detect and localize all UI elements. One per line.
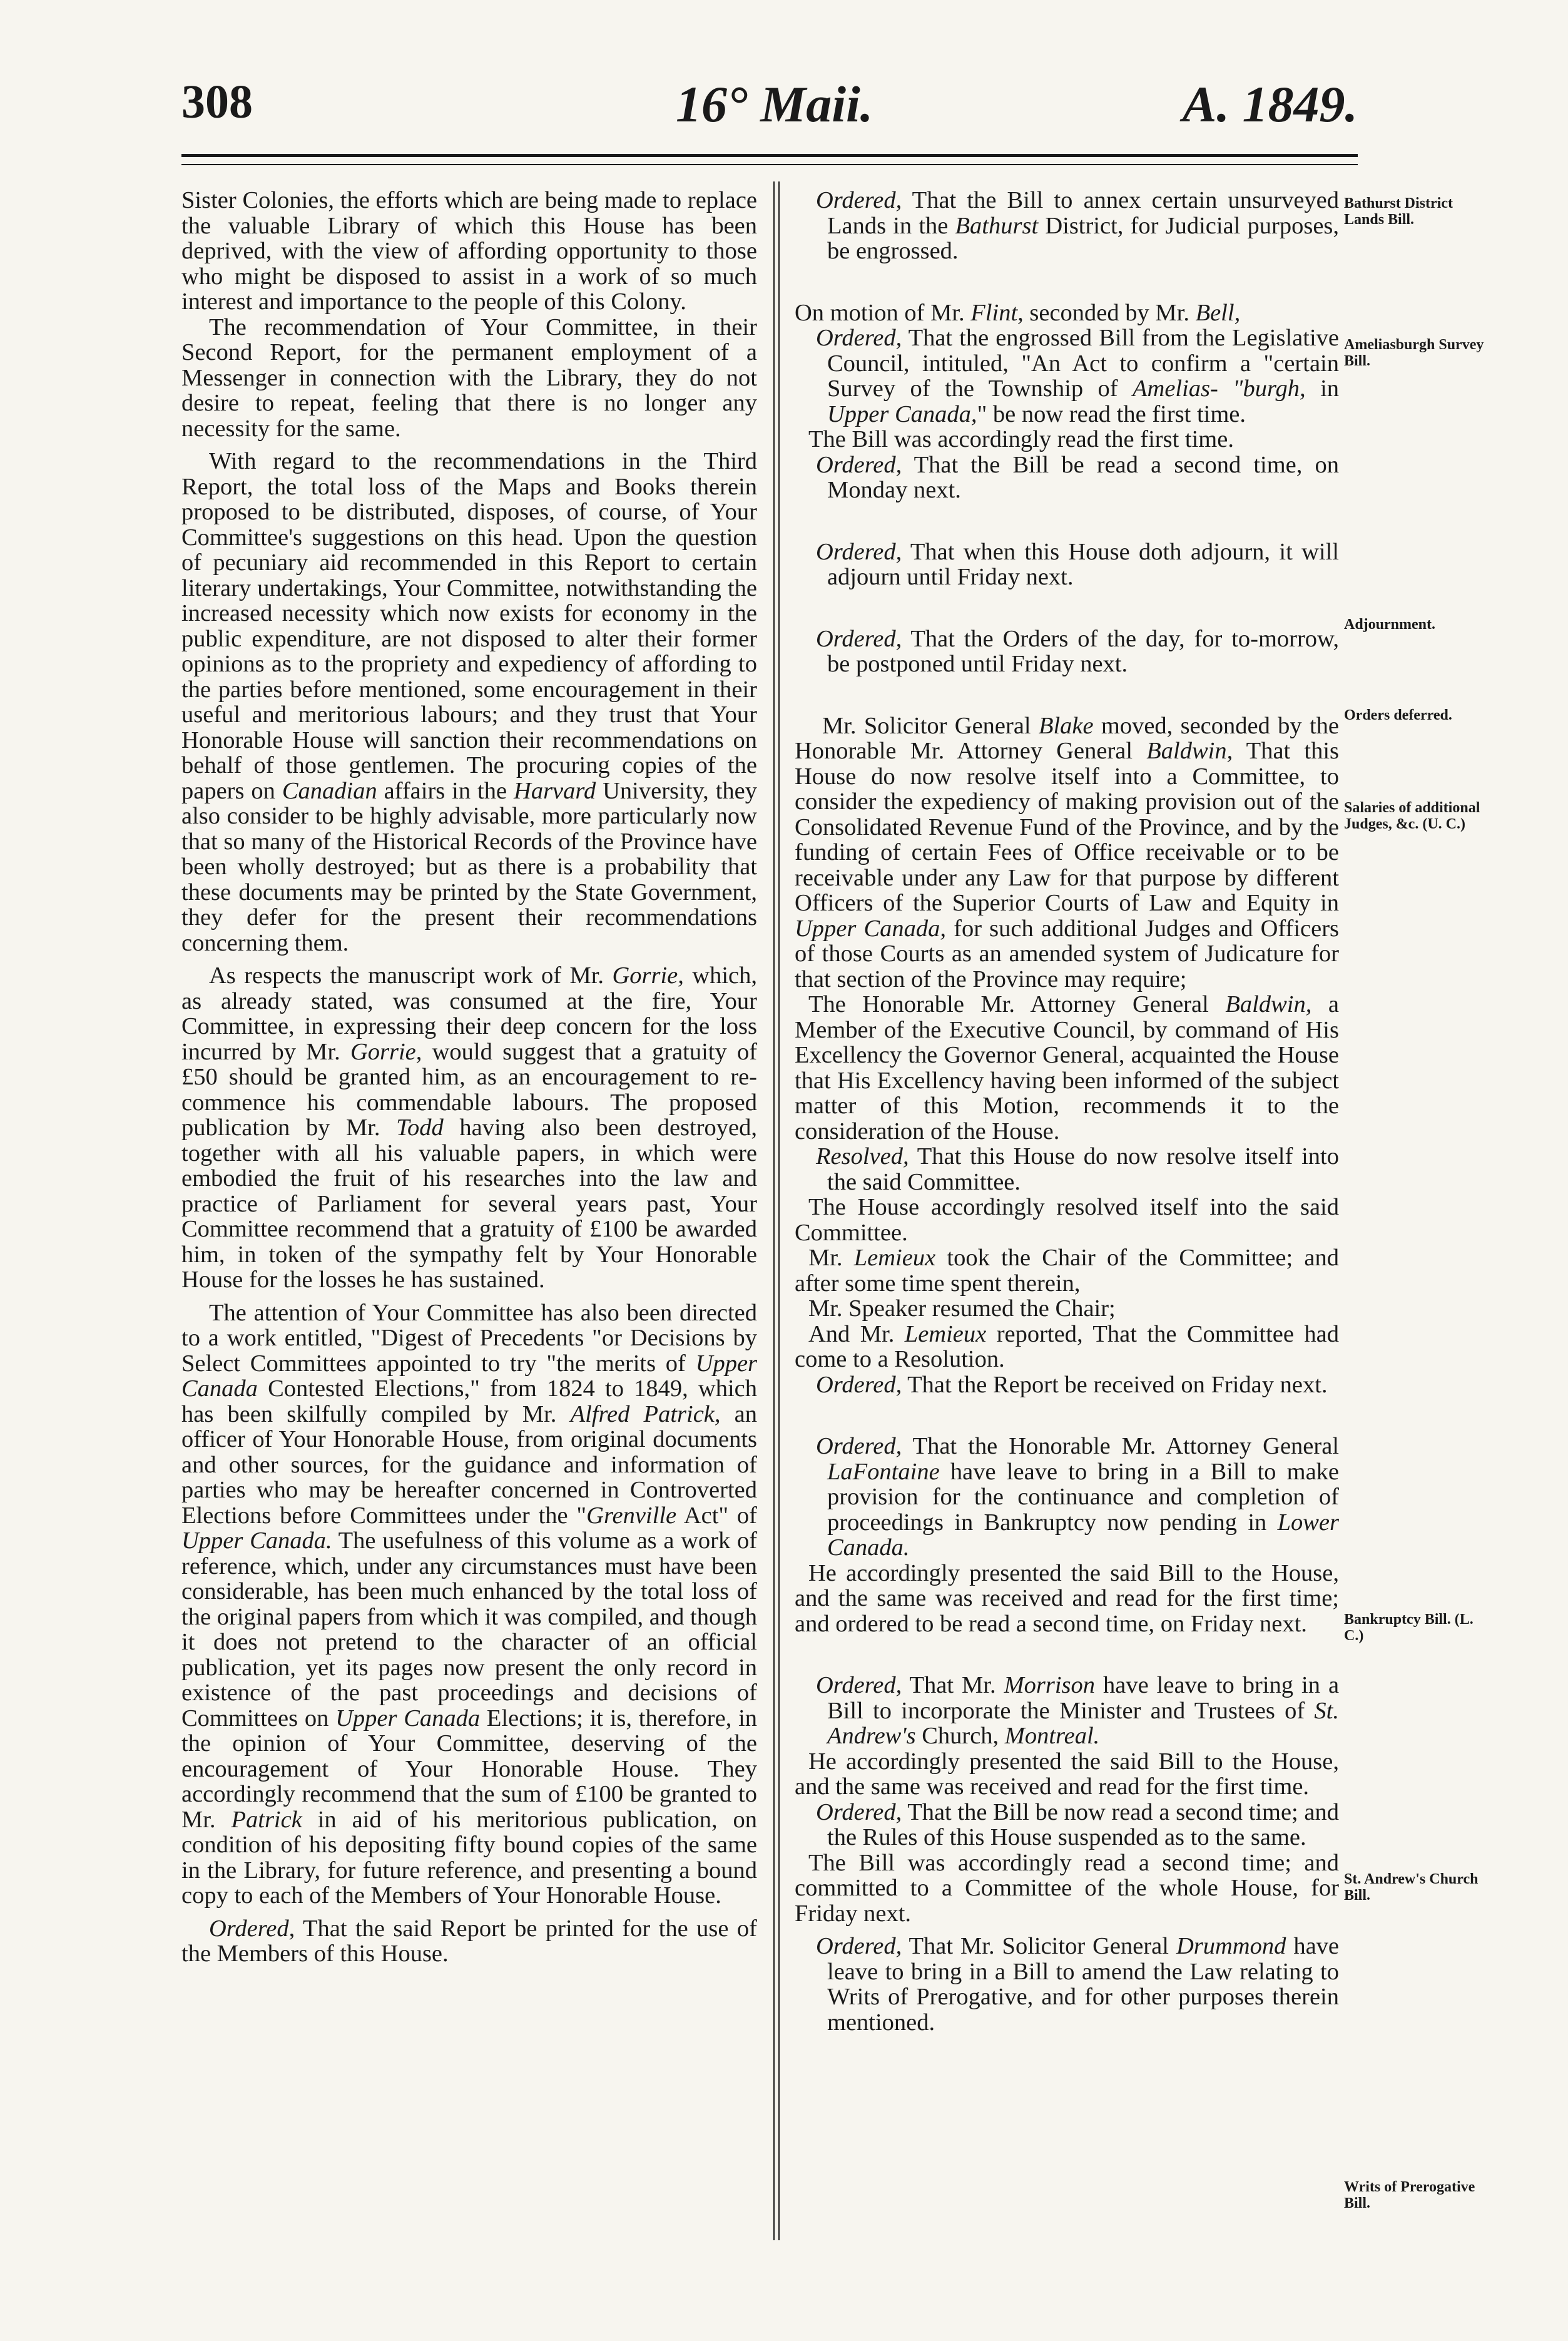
text-run: Church, — [922, 1723, 999, 1749]
proceeding-entry — [795, 188, 1339, 264]
text-run: And Mr. — [808, 1320, 895, 1347]
italic-run: Ordered, — [816, 187, 902, 213]
paragraph: Sister Colonies, the efforts which are being made to replace the valuable Library of which this House has been deprived, with the view of affording opportunity to those who might be disposed to assist in a work of so much interest and importance to the people of this Colony. — [181, 187, 757, 315]
paragraph — [181, 1916, 757, 1967]
text-run: a Member of the Executive Council, by command of His Excellency the Governor General, acquainted the House that His Excellency having been informed of the subject matter of this Motion, recommends it to the consideration of the House. — [795, 991, 1339, 1145]
text-run: That Mr. — [909, 1672, 996, 1698]
italic-run: Montreal. — [1004, 1723, 1100, 1749]
proceeding-entry — [795, 1434, 1339, 1561]
text-run: " be now read the first time. — [977, 400, 1246, 427]
margin-note-orders-deferred: Orders deferred. — [1344, 707, 1452, 723]
italic-run: Ordered, — [816, 1933, 902, 1959]
italic-run: Gorrie, — [612, 962, 684, 989]
proceeding-entry: Mr. Speaker resumed the Chair; — [808, 1295, 1116, 1322]
margin-note-bankruptcy: Bankruptcy Bill. (L. C.) — [1344, 1611, 1474, 1644]
margin-note-writs: Writs of Prerogative Bill. — [1344, 2179, 1475, 2211]
italic-run: Todd — [396, 1114, 444, 1141]
text-run: in — [1320, 375, 1340, 402]
italic-run: Lower Canada. — [827, 1509, 1340, 1561]
italic-run: Upper Canada — [181, 1350, 758, 1402]
header-rule-thin — [181, 164, 1358, 165]
italic-run: Ordered, — [816, 325, 902, 351]
text-run: That the said Report be printed for the use of the Members of this House. — [181, 1915, 757, 1967]
text-run: having also been destroyed, together with all his valuable papers, in which were embodied the fruit of his researches into the law and practice of Parliament for several years past, Your Committee recommend that a gratuity of £100 be awarded him, in token of the sympathy felt by Your Honorable House for the losses he has sustained. — [181, 1114, 758, 1293]
italic-run: Canadian — [282, 777, 377, 804]
margin-note-st-andrews: St. Andrew's Church Bill. — [1344, 1871, 1479, 1904]
proceeding-entry — [795, 325, 1339, 427]
proceeding-entry — [795, 1245, 1339, 1296]
text-run: reported, That the Committee had come to a Resolution. — [795, 1320, 1340, 1372]
italic-run: Patrick — [231, 1806, 302, 1833]
paragraph — [181, 449, 757, 956]
italic-run: Resolved, — [816, 1143, 909, 1170]
text-run: an officer of Your Honorable House, from original documents and other sources, for the guidance and information of parties who may be hereafter concerned in Controverted Elections before Committees under the " — [181, 1400, 757, 1529]
italic-run: Ordered, — [816, 451, 902, 478]
text-run: That the Orders of the day, for to-morrow, be postponed until Friday next. — [827, 625, 1339, 677]
text-run: As respects the manuscript work of Mr. — [209, 962, 604, 989]
proceeding-entry — [795, 1800, 1339, 1850]
text-run: That Mr. Solicitor General — [909, 1933, 1169, 1959]
italic-run: Harvard — [514, 777, 596, 804]
text-run: District, for Judicial purposes, be engrossed. — [827, 212, 1340, 264]
margin-note-bathurst: Bathurst District Lands Bill. — [1344, 195, 1453, 228]
text-run: Act" of — [683, 1502, 757, 1529]
text-run: Contested Elections," from 1824 to 1849, which has been skilfully compiled by Mr. — [181, 1375, 757, 1427]
proceeding-entry — [795, 1322, 1339, 1372]
text-run: moved, seconded by the Honorable Mr. Attorney General — [795, 712, 1340, 764]
margin-note-ameliasburgh: Ameliasburgh Survey Bill. — [1344, 337, 1484, 369]
italic-run: Alfred Patrick, — [570, 1400, 721, 1427]
italic-run: Ordered, — [816, 1672, 902, 1698]
text-run: for such additional Judges and Officers of those Courts as an amended system of Judicature for that section of the Province may require; — [795, 915, 1339, 992]
proceeding-entry — [795, 1673, 1339, 1749]
text-run: That this House do now resolve itself into the said Committee. — [827, 1143, 1339, 1195]
proceeding-entry: The Bill was accordingly read the first time. — [808, 426, 1234, 452]
text-run: Elections; it is, therefore, in the opinion of Your Committee, deserving of the encouragement of Your Honorable House. They accordingly recommend that the sum of £100 be granted to Mr. — [181, 1705, 758, 1833]
italic-run: Ordered, — [816, 1798, 902, 1825]
proceeding-entry — [795, 1934, 1339, 2035]
italic-run: Bell, — [1195, 299, 1241, 326]
text-run: That the Bill be now read a second time; and the Rules of this House suspended as to the same. — [827, 1798, 1339, 1850]
italic-run: Grenville — [586, 1502, 677, 1529]
page-header — [181, 75, 1358, 144]
italic-run: Morrison — [1004, 1672, 1096, 1698]
italic-run: Drummond — [1176, 1933, 1286, 1959]
page-number: 308 — [181, 76, 253, 128]
italic-run: Ordered, — [816, 538, 902, 565]
margin-note-salaries: Salaries of additional Judges, &c. (U. C.) — [1344, 800, 1480, 832]
column-divider-double — [778, 181, 780, 2240]
text-run: That this House do now resolve itself into a Committee, to consider the expediency of making provision out of the Consolidated Revenue Fund of the Province, and by the funding of certain Fees of Office receivable or to be receivable under any Law for that purpose by different Officers of the Superior Courts of Law and Equity in — [795, 738, 1340, 916]
italic-run: Ordered, — [816, 625, 902, 652]
italic-run: Ordered, — [816, 1433, 902, 1459]
italic-run: Upper Canada, — [827, 400, 977, 427]
text-run: That the Bill to annex certain unsurveyed Lands in the — [827, 187, 1339, 239]
text-run: That the engrossed Bill from the Legislative Council, intituled, "An Act to confirm a "certain Survey of the Township of — [827, 325, 1339, 402]
italic-run: Lemieux — [904, 1320, 987, 1347]
italic-run: Blake — [1038, 712, 1094, 739]
margin-note-adjournment: Adjournment. — [1344, 616, 1436, 633]
paragraph — [181, 963, 757, 1293]
proceeding-entry — [795, 452, 1339, 503]
text-run: Mr. — [808, 1245, 843, 1271]
text-run: That the Bill be read a second time, on Monday next. — [827, 451, 1339, 503]
text-run: took the Chair of the Committee; and after some time spent therein, — [795, 1245, 1339, 1297]
proceeding-entry: He accordingly presented the said Bill to the House, and the same was received and read for the first time. — [795, 1748, 1339, 1800]
column-divider — [773, 181, 775, 2240]
italic-run: Amelias- "burgh, — [1133, 375, 1306, 402]
italic-run: Gorrie, — [350, 1038, 422, 1065]
proceeding-entry — [795, 626, 1339, 677]
text-run: The Honorable Mr. Attorney General — [808, 991, 1209, 1017]
italic-run: St. Andrew's — [827, 1697, 1339, 1749]
text-run: have leave to bring in a Bill to make provision for the continuance and completion of proceedings in Bankruptcy now pending in — [827, 1458, 1339, 1536]
text-run: That the Honorable Mr. Attorney General — [912, 1433, 1339, 1459]
header-rule-thick — [181, 154, 1358, 157]
italic-run: Ordered, — [816, 1371, 902, 1398]
proceeding-entry: The House accordingly resolved itself into the said Committee. — [795, 1194, 1339, 1246]
paragraph: The recommendation of Your Committee, in their Second Report, for the permanent employment of a Messenger in connection with the Library, they do not desire to repeat, feeling that there is no longer any necessity for the same. — [181, 314, 757, 442]
proceeding-entry — [795, 1144, 1339, 1195]
text-run: University, they also consider to be highly advisable, more particularly now that so many of the Historical Records of the Province have been wholly destroyed; but as there is a probability that these documents may be printed by the State Government, they defer for the present their recommendations concerning them. — [181, 777, 757, 956]
text-run: The usefulness of this volume as a work of reference, which, under any circumstances must have been considerable, has been much enhanced by the total loss of the original papers from which it was compiled, and though it does not pretend to the character of an official publication, yet its pages now present the only record in existence of the past proceedings and decisions of Committees on — [181, 1528, 758, 1732]
proceeding-entry — [795, 539, 1339, 590]
right-column — [795, 188, 1339, 2035]
italic-run: Upper Canada. — [181, 1528, 332, 1554]
italic-run: Upper Canada — [335, 1705, 481, 1732]
text-run: That when this House doth adjourn, it will adjourn until Friday next. — [827, 538, 1339, 590]
proceeding-entry — [795, 300, 1339, 326]
session-year: A. 1849. — [1182, 76, 1358, 133]
italic-run: LaFontaine — [827, 1458, 940, 1485]
text-run: which, as already stated, was consumed at the fire, Your Committee, in expressing their deep concern for the loss incurred by Mr. — [181, 962, 758, 1065]
left-column — [181, 188, 757, 1967]
italic-run: Baldwin, — [1225, 991, 1312, 1017]
text-run: seconded by Mr. — [1029, 299, 1189, 326]
proceeding-entry: The Bill was accordingly read a second time; and committed to a Committee of the whole House, for Friday next. — [795, 1849, 1339, 1927]
text-run: The attention of Your Committee has also been directed to a work entitled, "Digest of Precedents "or Decisions by Select Committees appointed to try "the merits of — [181, 1299, 757, 1377]
text-run: would suggest that a gratuity of £50 should be granted him, as an encouragement to re-commence his commendable labours. The proposed publication by Mr. — [181, 1038, 758, 1141]
italic-run: Baldwin, — [1146, 738, 1233, 764]
proceeding-entry — [795, 713, 1339, 992]
text-run: On motion of Mr. — [795, 299, 965, 326]
text-run: have leave to bring in a Bill to incorporate the Minister and Trustees of — [827, 1672, 1340, 1724]
proceeding-entry: He accordingly presented the said Bill to the House, and the same was received and read for the first time; and ordered to be read a second time, on Friday next. — [795, 1559, 1339, 1637]
italic-run: Ordered, — [209, 1915, 295, 1942]
text-run: That the Report be received on Friday next. — [907, 1371, 1328, 1398]
italic-run: Lemieux — [853, 1245, 936, 1271]
text-run: With regard to the recommendations in the Third Report, the total loss of the Maps and Books therein proposed to be distributed, disposes, of course, of Your Committee's suggestions on this head. Upon the question of pecuniary aid recommended in this Report to certain literary undertakings, Your Committee, notwithstanding the increased necessity which now exists for economy in the public expenditure, are not disposed to alter their former opinions as to the propriety and expediency of affording to the parties before mentioned, some encouragement in their useful and meritorious labours; and they trust that Your Honorable House will sanction their recommendations on behalf of those gentlemen. The procuring copies of the papers on — [181, 448, 757, 804]
text-run: affairs in the — [384, 777, 507, 804]
italic-run: Flint, — [970, 299, 1024, 326]
session-date: 16° Maii. — [676, 76, 873, 133]
text-run: Mr. Solicitor General — [822, 712, 1031, 739]
paragraph — [181, 1300, 757, 1909]
text-run: in aid of his meritorious publication, on condition of his depositing fifty bound copies of the same in the Library, for future reference, and presenting a bound copy to each of the Members of Your Honorable House. — [181, 1806, 758, 1909]
italic-run: Bathurst — [955, 212, 1039, 239]
italic-run: Upper Canada, — [795, 915, 947, 942]
proceeding-entry — [795, 992, 1339, 1144]
text-run: have leave to bring in a Bill to amend the Law relating to Writs of Prerogative, and for other purposes therein mentioned. — [827, 1933, 1339, 2036]
proceeding-entry — [795, 1372, 1339, 1398]
